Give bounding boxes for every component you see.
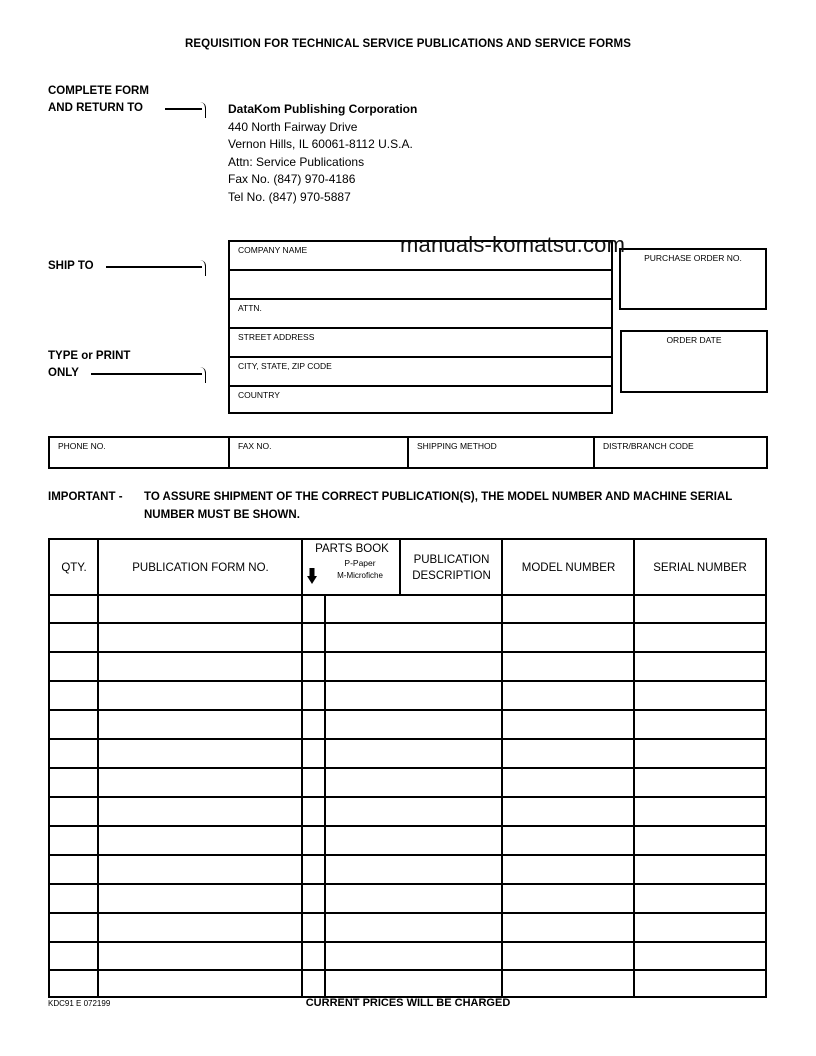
fax-label: FAX NO. (238, 441, 272, 451)
shipping-method-field[interactable] (409, 438, 595, 467)
down-arrow-icon (307, 568, 317, 584)
ship-to-arrow-line (106, 266, 202, 268)
prices-note (0, 997, 816, 1009)
street-address-field[interactable] (230, 329, 611, 358)
row-divider (50, 651, 765, 653)
important-tag: IMPORTANT - (48, 491, 123, 503)
form-title: REQUISITION FOR TECHNICAL SERVICE PUBLICATIONS AND SERVICE FORMS (185, 38, 631, 50)
purchase-order-label: PURCHASE ORDER NO. (644, 253, 742, 263)
prices-note-text: CURRENT PRICES WILL BE CHARGED (305, 997, 511, 1009)
city-state-zip-field[interactable] (230, 358, 611, 387)
company-name-label: COMPANY NAME (238, 245, 308, 255)
row-divider (50, 709, 765, 711)
attn-label: ATTN. (238, 303, 262, 313)
row-divider (50, 825, 765, 827)
shipping-method-label: SHIPPING METHOD (417, 441, 497, 451)
return-to-arrow-line (165, 108, 202, 110)
country-field[interactable] (230, 387, 611, 414)
ship-to-box (228, 240, 613, 414)
distr-branch-field[interactable] (595, 438, 766, 467)
row-divider (50, 969, 765, 971)
ship-to-label: SHIP TO (48, 260, 94, 272)
complete-form-label: COMPLETE FORM (48, 85, 149, 97)
return-tel: Tel No. (847) 970-5887 (228, 189, 351, 204)
company-name-2-label (230, 271, 611, 274)
col-header-model: MODEL NUMBER (521, 561, 616, 574)
purchase-order-field[interactable] (619, 248, 767, 310)
col-header-description (401, 540, 502, 595)
row-divider (50, 767, 765, 769)
description-line1: PUBLICATION (413, 553, 490, 566)
important-notice (48, 488, 788, 528)
type-print-label: TYPE or PRINT (48, 350, 131, 362)
col-header-serial: SERIAL NUMBER (653, 561, 747, 574)
only-label: ONLY (48, 367, 79, 379)
watermark-text: manuals-komatsu.com (400, 232, 626, 257)
company-name-field-2[interactable] (230, 271, 611, 300)
form-code: KDC91 E 072199 (48, 999, 111, 1008)
row-divider (50, 941, 765, 943)
distr-branch-label: DISTR/BRANCH CODE (603, 441, 694, 451)
street-address-label: STREET ADDRESS (238, 332, 315, 342)
return-street: 440 North Fairway Drive (228, 119, 358, 134)
city-state-zip-label: CITY, STATE, ZIP CODE (238, 361, 332, 371)
return-company: DataKom Publishing Corporation (228, 102, 418, 116)
description-line2: DESCRIPTION (412, 569, 491, 582)
parts-book-microfiche: M-Microfiche (337, 571, 383, 580)
return-to-arrow-hook (200, 102, 206, 118)
type-print-arrow-line (91, 373, 202, 375)
row-divider (50, 622, 765, 624)
country-label: COUNTRY (238, 390, 280, 400)
row-divider (50, 912, 765, 914)
phone-label: PHONE NO. (58, 441, 106, 451)
row-divider (50, 883, 765, 885)
col-header-form-no: PUBLICATION FORM NO. (132, 561, 269, 574)
return-city: Vernon Hills, IL 60061-8112 U.S.A. (228, 137, 413, 151)
row-divider (50, 854, 765, 856)
row-divider (50, 738, 765, 740)
phone-field[interactable] (50, 438, 230, 467)
fax-field[interactable] (230, 438, 409, 467)
parts-book-paper: P-Paper (344, 558, 376, 568)
type-print-arrow-hook (200, 367, 206, 383)
order-date-label: ORDER DATE (666, 335, 722, 345)
return-address (228, 101, 417, 206)
parts-book-label: PARTS BOOK (315, 543, 389, 555)
return-to-label: AND RETURN TO (48, 102, 143, 114)
col-header-qty: QTY. (61, 561, 87, 574)
header-divider (50, 594, 765, 596)
order-table (48, 538, 767, 998)
row-divider (50, 680, 765, 682)
ship-to-arrow-hook (200, 260, 206, 276)
col-header-parts-book (303, 540, 401, 595)
divider-parts-header (399, 540, 401, 595)
contact-row (48, 436, 768, 469)
return-attn: Attn: Service Publications (228, 154, 365, 169)
important-message: TO ASSURE SHIPMENT OF THE CORRECT PUBLICATION(S), THE MODEL NUMBER AND MACHINE SERIAL NUMBER MUST BE SHOWN. (144, 491, 733, 521)
return-fax: Fax No. (847) 970-4186 (228, 172, 356, 186)
attn-field[interactable] (230, 300, 611, 329)
order-date-field[interactable] (620, 330, 768, 393)
row-divider (50, 796, 765, 798)
